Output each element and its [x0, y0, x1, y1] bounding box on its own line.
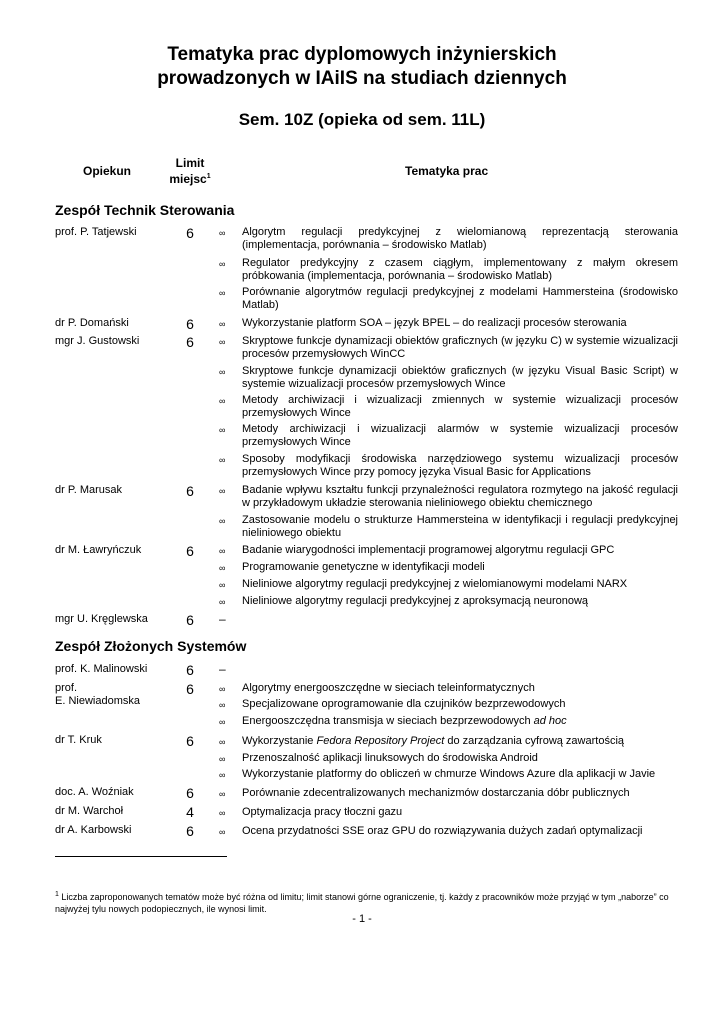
topic-item: Algorytmy energooszczędne w sieciach teleinformatycznych: [242, 682, 535, 694]
bullet-icon: ∞: [219, 259, 226, 269]
bullet-icon: ∞: [219, 737, 226, 747]
supervisor-name: doc. A. Woźniak: [55, 786, 134, 798]
bullet-icon: ∞: [219, 425, 226, 435]
topic-item: Wykorzystanie platform SOA – język BPEL – do realizacji procesów sterowania: [242, 317, 627, 329]
bullet-icon: ∞: [219, 546, 226, 556]
limit-value: 6: [186, 785, 194, 801]
topic-item: Ocena przydatności SSE oraz GPU do rozwiązywania dużych zadań optymalizacji: [242, 825, 643, 837]
topic-item: Porównanie algorytmów regulacji predykcyjnej z modelami Hammersteina (środowisko Matlab): [242, 286, 678, 311]
bullet-icon: ∞: [219, 288, 226, 298]
header-supervisor: Opiekun: [83, 164, 132, 178]
supervisor-name: dr P. Domański: [55, 317, 129, 329]
topic-item: Regulator predykcyjny z czasem ciągłym, implementowany z małym okresem próbkowania (implementacja, porównania – środowisko Matlab): [242, 257, 678, 282]
topic-item: Skryptowe funkcje dynamizacji obiektów graficznych (w języku C) w systemie wizualizacji procesów przemysłowych WinCC: [242, 335, 678, 360]
bullet-icon: ∞: [219, 516, 226, 526]
topic-item: Programowanie genetyczne w identyfikacji modeli: [242, 561, 485, 573]
bullet-icon: ∞: [219, 563, 226, 573]
bullet-icon: ∞: [219, 684, 226, 694]
topic-item: Zastosowanie modelu o strukturze Hammersteina w identyfikacji i regulacji predykcyjnej nieliniowego obiektu: [242, 514, 678, 539]
topic-item: Metody archiwizacji i wizualizacji alarmów w systemie wizualizacji procesów przemysłowych Wince: [242, 423, 678, 448]
topic-item-text: Wykorzystanie Fedora Repository Project do zarządzania cyfrową zawartością: [242, 735, 625, 747]
footnote-ref: 1: [206, 173, 211, 180]
supervisor-name: [55, 682, 140, 708]
header-topics: Tematyka prac: [405, 164, 489, 178]
bullet-icon: ∞: [219, 754, 226, 764]
supervisor-name: mgr U. Kręglewska: [55, 613, 148, 625]
topic-item: Sposoby modyfikacji środowiska narzędziowego systemu wizualizacji procesów przemysłowych Wince przy pomocy języka Visual Basic for Applications: [242, 453, 678, 478]
limit-value: 6: [186, 823, 194, 839]
topic-item: [242, 715, 678, 728]
topic-item: Metody archiwizacji i wizualizacji zmiennych w systemie wizualizacji procesów przemysłowych Wince: [242, 394, 678, 419]
supervisor-name: mgr J. Gustowski: [55, 335, 140, 347]
bullet-icon: ∞: [219, 319, 226, 329]
topic-item: Przenoszalność aplikacji linuksowych do środowiska Android: [242, 752, 538, 764]
no-topics-dash: –: [219, 662, 226, 676]
topic-item: Wykorzystanie platformy do obliczeń w chmurze Windows Azure dla aplikacji w Javie: [242, 768, 656, 780]
bullet-icon: ∞: [219, 597, 226, 607]
no-topics-dash: –: [219, 612, 226, 626]
section-title: Zespół Technik Sterowania: [55, 202, 235, 218]
topic-item: Algorytm regulacji predykcyjnej z wielomianową reprezentacją sterowania (implementacja, porównania – środowisko Matlab): [242, 226, 678, 251]
supervisor-name: dr T. Kruk: [55, 734, 102, 746]
topic-item-text: Energooszczędna transmisja w sieciach bezprzewodowych ad hoc: [242, 715, 567, 727]
supervisor-name-line2: E. Niewiadomska: [55, 695, 140, 707]
supervisor-name: dr M. Ławryńczuk: [55, 544, 142, 556]
footnote-divider: [55, 856, 227, 857]
italic-term: ad hoc: [533, 715, 567, 727]
footnote: [55, 889, 685, 915]
title-line-2: prowadzonych w IAiIS na studiach dziennych: [157, 68, 567, 89]
bullet-icon: ∞: [219, 808, 226, 818]
bullet-icon: ∞: [219, 770, 226, 780]
limit-value: 6: [186, 681, 194, 697]
header-limit-line1: Limit: [175, 156, 205, 170]
limit-value: 6: [186, 612, 194, 628]
topic-item: Badanie wpływu kształtu funkcji przynależności regulatora rozmytego na jakość regulacji w przykładowym układzie sterowania nieliniowego obiektu chemicznego: [242, 484, 678, 509]
topic-item: Skryptowe funkcje dynamizacji obiektów graficznych (w języku Visual Basic Script) w systemie wizualizacji procesów przemysłowych Wince: [242, 365, 678, 390]
title-line-1: Tematyka prac dyplomowych inżynierskich: [167, 44, 557, 65]
limit-value: 6: [186, 543, 194, 559]
footnote-mark: 1: [55, 891, 59, 898]
bullet-icon: ∞: [219, 455, 226, 465]
limit-value: 4: [186, 804, 194, 820]
bullet-icon: ∞: [219, 580, 226, 590]
bullet-icon: ∞: [219, 700, 226, 710]
topic-item: Nieliniowe algorytmy regulacji predykcyjnej z wielomianowymi modelami NARX: [242, 578, 628, 590]
italic-term: Fedora Repository Project: [316, 735, 445, 747]
limit-value: 6: [186, 316, 194, 332]
limit-value: 6: [186, 733, 194, 749]
topic-item: Optymalizacja pracy tłoczni gazu: [242, 806, 403, 818]
limit-value: 6: [186, 483, 194, 499]
semester-title: Sem. 10Z (opieka od sem. 11L): [238, 110, 486, 129]
limit-value: 6: [186, 662, 194, 678]
supervisor-name: prof. P. Tatjewski: [55, 226, 137, 238]
supervisor-name: dr M. Warchoł: [55, 805, 124, 817]
topic-item: Specjalizowane oprogramowanie dla czujników bezprzewodowych: [242, 698, 566, 710]
topic-item: Porównanie zdecentralizowanych mechanizmów dostarczania dóbr publicznych: [242, 787, 630, 799]
limit-value: 6: [186, 225, 194, 241]
section-title: Zespół Złożonych Systemów: [55, 638, 247, 654]
supervisor-name: dr A. Karbowski: [55, 824, 132, 836]
bullet-icon: ∞: [219, 486, 226, 496]
topic-item: Nieliniowe algorytmy regulacji predykcyjnej z aproksymacją neuronową: [242, 595, 589, 607]
topic-item: [242, 735, 678, 748]
header-limit: [168, 156, 212, 186]
header-limit-line2: miejsc: [169, 172, 207, 186]
topic-item: Badanie wiarygodności implementacji programowej algorytmu regulacji GPC: [242, 544, 615, 556]
supervisor-name: dr P. Marusak: [55, 484, 123, 496]
bullet-icon: ∞: [219, 717, 226, 727]
bullet-icon: ∞: [219, 337, 226, 347]
bullet-icon: ∞: [219, 396, 226, 406]
bullet-icon: ∞: [219, 228, 226, 238]
supervisor-name: prof. K. Malinowski: [55, 663, 148, 675]
bullet-icon: ∞: [219, 789, 226, 799]
supervisor-name-line1: prof.: [55, 682, 78, 694]
footnote-text: Liczba zaproponowanych tematów może być różna od limitu; limit stanowi górne ograniczenie, tj. każdy z pracowników może przyjąć w tym „naborze” co najwyżej tylu nowych podopiecznych, ile wynosi limit.: [55, 892, 669, 914]
bullet-icon: ∞: [219, 827, 226, 837]
page-number: - 1 -: [352, 913, 372, 925]
bullet-icon: ∞: [219, 367, 226, 377]
limit-value: 6: [186, 334, 194, 350]
